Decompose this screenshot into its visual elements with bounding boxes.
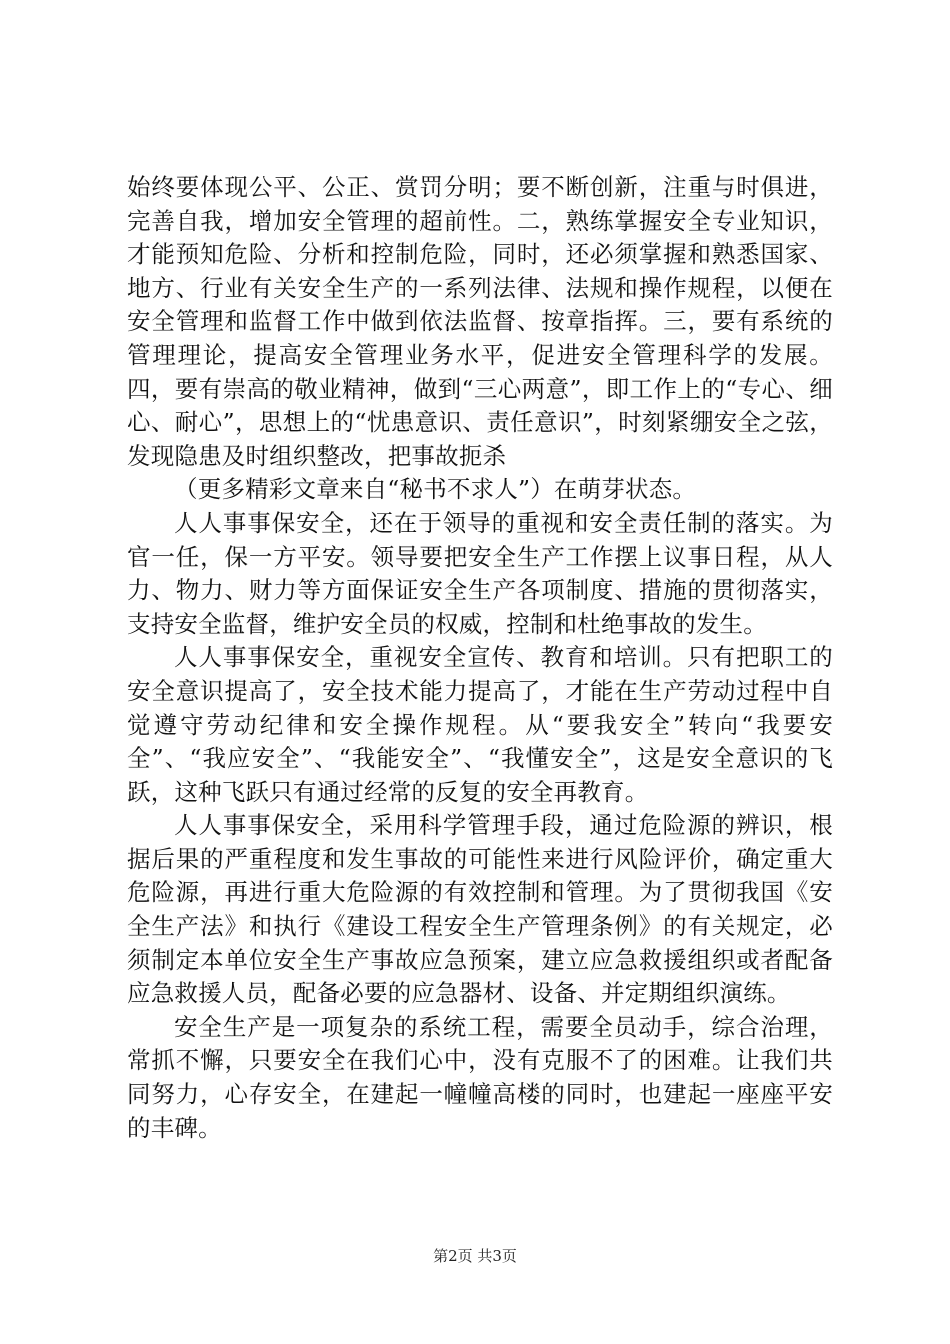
paragraph-source-note: （更多精彩文章来自“秘书不求人”）在萌芽状态。 (174, 475, 697, 504)
paragraph-management: 人人事事保安全，采用科学管理手段，通过危险源的辨识，根据后果的严重程度和发生事故的可能性来进行风险评价，确定重大危险源，再进行重大危险源的有效控制和管理。为了贯彻我国《安全生产法》和执行《建设工程安全生产管理条例》的有关规定，必须制定本单位安全生产事故应急预案，建立应急救援组织或者配备应急救援人员，配备必要的应急器材、设备、并定期组织演练。 (127, 811, 833, 1008)
paragraph-education: 人人事事保安全，重视安全宣传、教育和培训。只有把职工的安全意识提高了，安全技术能力提高了，才能在生产劳动过程中自觉遵守劳动纪律和安全操作规程。从“要我安全”转向“我要安全”、“我应安全”、“我能安全”、“我懂安全”，这是安全意识的飞跃，这种飞跃只有通过经常的反复的安全再教育。 (127, 643, 833, 806)
document-body (127, 171, 833, 1145)
paragraph-conclusion: 安全生产是一项复杂的系统工程，需要全员动手，综合治理，常抓不懈，只要安全在我们心中，没有克服不了的困难。让我们共同努力，心存安全，在建起一幢幢高楼的同时，也建起一座座平安的丰碑。 (127, 1012, 833, 1142)
page-footer: 第2页 共3页 (433, 1247, 517, 1265)
paragraph-continuation: 始终要体现公平、公正、赏罚分明；要不断创新，注重与时俱进，完善自我，增加安全管理的超前性。二，熟练掌握安全专业知识，才能预知危险、分析和控制危险，同时，还必须掌握和熟悉国家、地方、行业有关安全生产的一系列法律、法规和操作规程，以便在安全管理和监督工作中做到依法监督、按章指挥。三，要有系统的管理理论，提高安全管理业务水平，促进安全管理科学的发展。四，要有崇高的敬业精神，做到“三心两意”，即工作上的“专心、细心、耐心”，思想上的“忧患意识、责任意识”，时刻紧绷安全之弦，发现隐患及时组织整改，把事故扼杀 (127, 173, 833, 470)
paragraph-leadership: 人人事事保安全，还在于领导的重视和安全责任制的落实。为官一任，保一方平安。领导要把安全生产工作摆上议事日程，从人力、物力、财力等方面保证安全生产各项制度、措施的贯彻落实，支持安全监督，维护安全员的权威，控制和杜绝事故的发生。 (127, 508, 833, 638)
